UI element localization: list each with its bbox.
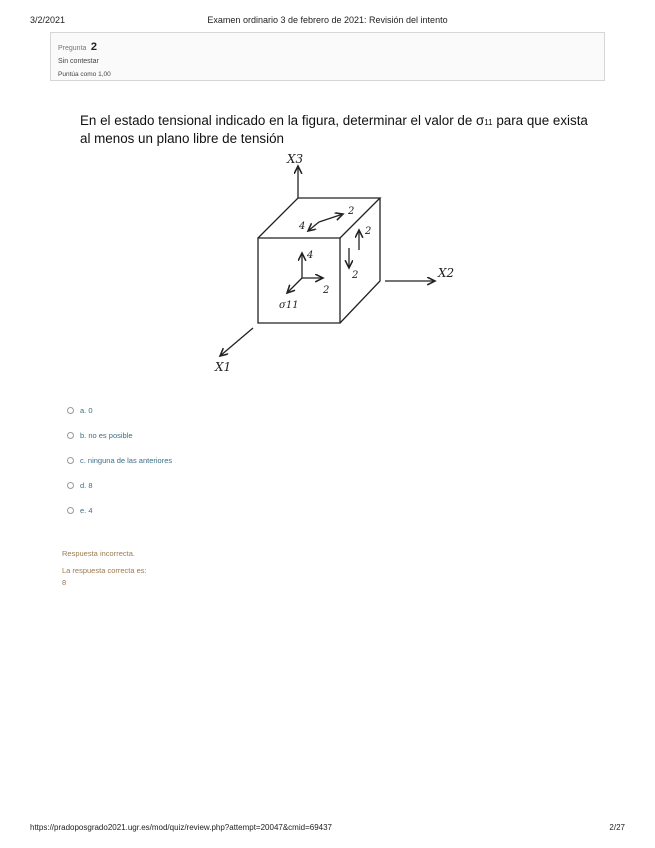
answer-option-b[interactable]: [67, 423, 172, 448]
answer-option-a[interactable]: [67, 398, 172, 423]
front-label-sigma: σ11: [279, 300, 299, 311]
front-label-2: 2: [323, 285, 330, 296]
question-info-box: [50, 32, 605, 81]
footer-page-number: 2/27: [609, 823, 625, 832]
top-label-2: 2: [348, 206, 355, 217]
top-arrow-2: [319, 214, 343, 222]
axis-x1-line: [220, 328, 253, 356]
question-state: Sin contestar: [58, 58, 99, 65]
answer-option-e[interactable]: [67, 498, 172, 523]
radio-c[interactable]: [67, 457, 74, 464]
page-title: Examen ordinario 3 de febrero de 2021: Revisión del intento: [207, 15, 448, 25]
answer-option-d[interactable]: [67, 473, 172, 498]
axis-x2-label: X2: [438, 266, 455, 280]
answer-label: a. 0: [80, 406, 93, 415]
question-number: 2: [90, 41, 97, 53]
footer-url: https://pradoposgrado2021.ugr.es/mod/quiz/review.php?attempt=20047&cmid=69437: [30, 823, 332, 832]
answer-label: b. no es posible: [80, 431, 133, 440]
answer-label: d. 8: [80, 481, 93, 490]
axis-x3-label: X3: [287, 152, 304, 166]
feedback-block: [62, 549, 147, 595]
stress-cube-figure: [195, 148, 465, 383]
question-text-part1: En el estado tensional indicado en la figura, determinar el valor de σ: [80, 113, 485, 128]
front-label-4: 4: [307, 250, 314, 261]
feedback-correct-answer: 8: [62, 578, 67, 587]
question-text-part2: para que exista al menos un plano libre de tensión: [80, 113, 588, 146]
feedback-result: Respuesta incorrecta.: [62, 549, 135, 558]
top-arrow-4: [308, 222, 319, 231]
axis-x1-label: X1: [215, 360, 232, 374]
answer-label: c. ninguna de las anteriores: [80, 456, 173, 465]
top-label-4: 4: [299, 221, 306, 232]
right-label-2-lower: 2: [352, 270, 359, 281]
radio-d[interactable]: [67, 482, 74, 489]
right-label-2-upper: 2: [365, 226, 372, 237]
answer-label: e. 4: [80, 506, 93, 515]
radio-a[interactable]: [67, 407, 74, 414]
radio-b[interactable]: [67, 432, 74, 439]
question-subscript: 11: [484, 118, 493, 127]
question-label: Pregunta: [58, 45, 87, 52]
question-text: [80, 113, 600, 147]
radio-e[interactable]: [67, 507, 74, 514]
answer-option-c[interactable]: [67, 448, 172, 473]
print-date: 3/2/2021: [30, 15, 66, 25]
feedback-correct-intro: La respuesta correcta es:: [62, 566, 147, 575]
cube-right-face: [340, 198, 380, 323]
question-number-row: [58, 37, 597, 55]
front-arrow-sigma: [287, 278, 302, 293]
answer-options: [67, 398, 172, 523]
question-grade: Puntúa como 1,00: [58, 71, 111, 78]
cube-top-face: [258, 198, 380, 238]
